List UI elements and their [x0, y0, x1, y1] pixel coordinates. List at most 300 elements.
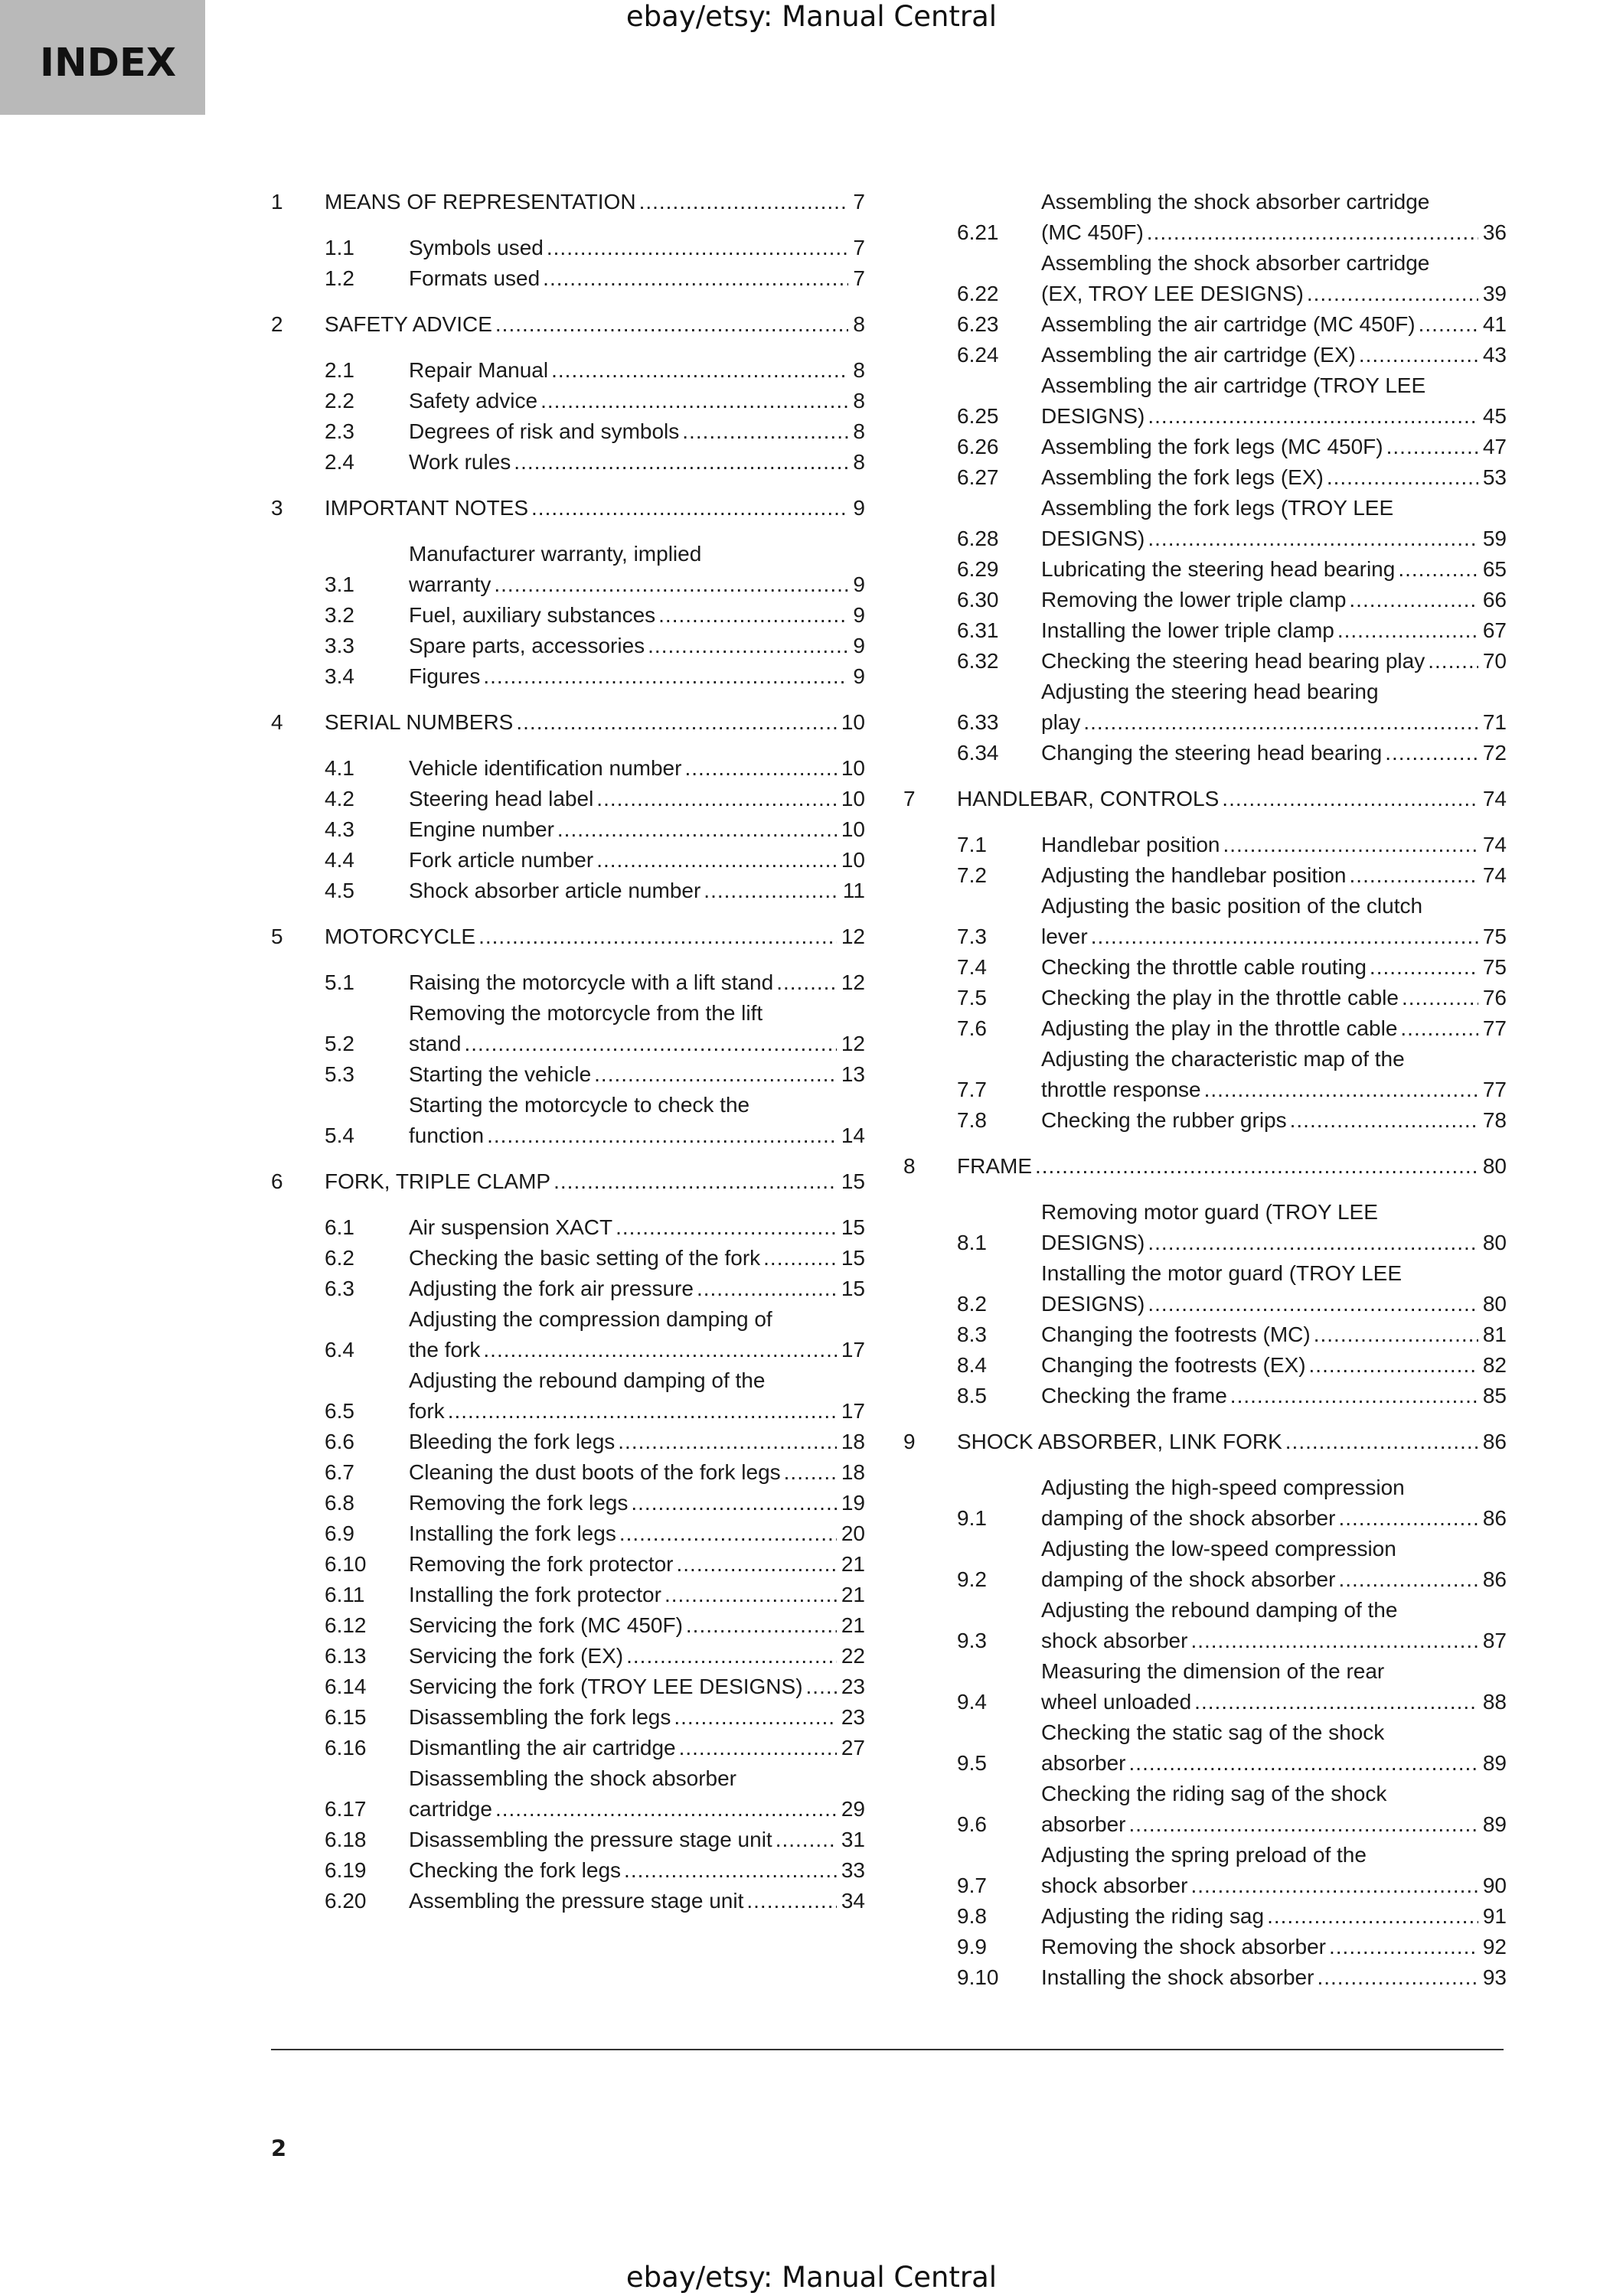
toc-leader-dots: [784, 1457, 837, 1488]
toc-page: 10: [841, 710, 865, 734]
toc-title: [1041, 1932, 1507, 1962]
toc-entry: [271, 416, 865, 447]
toc-body: [409, 1243, 865, 1274]
toc-page: 34: [841, 1889, 865, 1913]
toc-page: 9: [853, 572, 865, 596]
toc-entry: [271, 1763, 865, 1825]
toc-title: [409, 1733, 865, 1763]
toc-body: [409, 1090, 865, 1151]
toc-page: 10: [841, 787, 865, 810]
toc-page: 8: [853, 419, 865, 443]
toc-title-text: Air suspension XACT: [409, 1215, 613, 1239]
toc-number: 9.7: [957, 1874, 987, 1897]
toc-leader-dots: [1091, 921, 1478, 952]
toc-page: 22: [841, 1644, 865, 1668]
toc-title-line2: stand: [409, 1032, 462, 1055]
toc-title: [1041, 187, 1507, 248]
toc-title-text: Figures: [409, 664, 481, 688]
toc-leader-dots: [1350, 860, 1478, 891]
toc-page: 8: [853, 358, 865, 382]
toc-title-line2: absorber: [1041, 1751, 1126, 1775]
toc-entry: [271, 1549, 865, 1580]
toc-page: 15: [841, 1246, 865, 1270]
toc-title: [409, 631, 865, 661]
toc-title: [409, 1090, 865, 1151]
toc-title-line2-row: [409, 1120, 865, 1151]
toc-leader-dots: [1307, 279, 1478, 309]
toc-page: 91: [1482, 1904, 1507, 1928]
toc-entry: [271, 1671, 865, 1702]
toc-title-line2-row: [1041, 921, 1507, 952]
toc-body: [1041, 1013, 1507, 1044]
toc-number: 6.11: [325, 1583, 365, 1606]
toc-title-line2: DESIGNS): [1041, 527, 1145, 550]
toc-body: [1041, 248, 1507, 309]
toc-section: [271, 309, 865, 340]
toc-leader-dots: [1402, 983, 1478, 1013]
toc-body: [1041, 432, 1507, 462]
toc-number: 1.2: [325, 266, 354, 290]
toc-body: [409, 1825, 865, 1855]
toc-title: [409, 1702, 865, 1733]
toc-leader-dots: [596, 845, 837, 876]
toc-entry: [903, 1044, 1507, 1105]
toc-page: 21: [841, 1552, 865, 1576]
toc-title-text: Changing the footrests (MC): [1041, 1322, 1311, 1346]
toc-leader-dots: [1337, 615, 1478, 646]
toc-title: [409, 1825, 865, 1855]
toc-body: [1041, 1197, 1507, 1258]
toc-number: 7: [903, 787, 916, 810]
toc-title-line1: Checking the riding sag of the shock: [1041, 1782, 1387, 1805]
toc-entry: [903, 1656, 1507, 1717]
toc-title: [409, 1059, 865, 1090]
toc-leader-dots: [487, 1120, 837, 1151]
toc-title: [409, 600, 865, 631]
toc-number: 9.10: [957, 1965, 999, 1989]
toc-number: 2: [271, 312, 283, 336]
toc-title-text: Steering head label: [409, 787, 594, 810]
toc-number: 6.5: [325, 1399, 354, 1423]
toc-leader-dots: [1370, 952, 1478, 983]
toc-title-line2: absorber: [1041, 1812, 1126, 1836]
toc-page: 78: [1482, 1108, 1507, 1132]
toc-title: [409, 784, 865, 814]
toc-title: [1041, 493, 1507, 554]
toc-title-line1: Removing the motorcycle from the lift: [409, 1001, 763, 1025]
toc-number: 8.1: [957, 1231, 987, 1254]
toc-page: 12: [841, 970, 865, 994]
toc-title-text: Assembling the fork legs (MC 450F): [1041, 435, 1383, 458]
toc-page: 65: [1482, 557, 1507, 581]
toc-entry: [903, 370, 1507, 432]
toc-title-line2-row: [1041, 1870, 1507, 1901]
toc-entry: [271, 1733, 865, 1763]
toc-leader-dots: [616, 1212, 837, 1243]
toc-body: [1041, 1779, 1507, 1840]
toc-body: [1041, 1901, 1507, 1932]
toc-body: [325, 1166, 865, 1197]
toc-title-line1: Adjusting the steering head bearing: [1041, 680, 1379, 703]
toc-title-line1: Manufacturer warranty, implied: [409, 542, 702, 566]
toc-number: 1.1: [325, 236, 354, 259]
toc-leader-dots: [674, 1702, 836, 1733]
toc-entry: [271, 539, 865, 600]
toc-title-line1: Assembling the shock absorber cartridge: [1041, 251, 1430, 275]
toc-title: [1041, 1779, 1507, 1840]
toc-page: 15: [841, 1277, 865, 1300]
toc-page: 80: [1482, 1292, 1507, 1316]
toc-body: [1041, 1595, 1507, 1656]
toc-title-lines: [409, 1304, 865, 1365]
toc-number: 4.3: [325, 817, 354, 841]
toc-leader-dots: [624, 1855, 837, 1886]
toc-title-text: MEANS OF REPRESENTATION: [325, 190, 636, 214]
toc-title: [409, 876, 865, 906]
toc-title-text: Installing the fork legs: [409, 1521, 616, 1545]
toc-leader-dots: [1285, 1427, 1478, 1457]
toc-number: 6.4: [325, 1338, 354, 1362]
toc-entry: [903, 493, 1507, 554]
toc-entry: [271, 1365, 865, 1427]
toc-page: 7: [853, 236, 865, 259]
toc-title: [325, 309, 865, 340]
toc-body: [1041, 187, 1507, 248]
toc-leader-dots: [704, 876, 838, 906]
toc-title: [1041, 1901, 1507, 1932]
toc-body: [1041, 585, 1507, 615]
toc-leader-dots: [483, 661, 848, 692]
toc-title-lines: [409, 1365, 865, 1427]
toc-leader-dots: [1223, 830, 1478, 860]
toc-title-line2: DESIGNS): [1041, 1231, 1145, 1254]
toc-number: 5.2: [325, 1032, 354, 1055]
toc-title-line2: play: [1041, 710, 1081, 734]
toc-leader-dots: [1314, 1319, 1478, 1350]
toc-leader-dots: [1290, 1105, 1478, 1136]
toc-body: [1041, 493, 1507, 554]
toc-leader-dots: [776, 967, 837, 998]
toc-leader-dots: [639, 187, 849, 217]
toc-number: 2.1: [325, 358, 354, 382]
toc-title-text: Engine number: [409, 817, 554, 841]
toc-body: [1041, 554, 1507, 585]
toc-page: 80: [1482, 1154, 1507, 1178]
toc-entry: [903, 1962, 1507, 1993]
toc-title-lines: [1041, 493, 1507, 554]
toc-leader-dots: [1428, 646, 1478, 677]
toc-title-line2: the fork: [409, 1338, 481, 1362]
toc-title-line2: damping of the shock absorber: [1041, 1567, 1336, 1591]
toc-entry: [903, 830, 1507, 860]
toc-page: 23: [841, 1675, 865, 1698]
toc-title: [1041, 462, 1507, 493]
toc-body: [409, 876, 865, 906]
toc-page: 76: [1482, 986, 1507, 1009]
toc-title-text: Degrees of risk and symbols: [409, 419, 680, 443]
toc-entry: [271, 1090, 865, 1151]
toc-number: 4.2: [325, 787, 354, 810]
toc-entry: [271, 1641, 865, 1671]
toc-title: [409, 1212, 865, 1243]
toc-number: 6.13: [325, 1644, 367, 1668]
toc-body: [409, 1274, 865, 1304]
toc-title-line1: Adjusting the compression damping of: [409, 1307, 772, 1331]
toc-title-text: Assembling the air cartridge (MC 450F): [1041, 312, 1416, 336]
toc-number: 5.4: [325, 1124, 354, 1147]
toc-number: 6.21: [957, 220, 999, 244]
toc-entry: [271, 1886, 865, 1916]
toc-entry: [271, 1702, 865, 1733]
toc-leader-dots: [697, 1274, 837, 1304]
toc-number: 6.15: [325, 1705, 367, 1729]
toc-title-text: Changing the steering head bearing: [1041, 741, 1383, 765]
toc-leader-dots: [806, 1671, 837, 1702]
toc-number: 3: [271, 496, 283, 520]
toc-page: 7: [853, 266, 865, 290]
toc-title-line2: shock absorber: [1041, 1629, 1188, 1652]
toc-page: 86: [1482, 1506, 1507, 1530]
toc-number: 7.8: [957, 1108, 987, 1132]
toc-title: [1041, 1656, 1507, 1717]
toc-entry: [903, 462, 1507, 493]
toc-title: [409, 539, 865, 600]
toc-title-text: Starting the vehicle: [409, 1062, 592, 1086]
toc-title-line2: DESIGNS): [1041, 404, 1145, 428]
toc-title-line2-row: [1041, 401, 1507, 432]
toc-entry: [271, 1212, 865, 1243]
toc-title: [409, 1580, 865, 1610]
toc-number: 6.16: [325, 1736, 367, 1760]
page-number: 2: [271, 2135, 287, 2161]
toc-number: 6.31: [957, 618, 999, 642]
toc-section: [271, 921, 865, 952]
toc-entry: [903, 1197, 1507, 1258]
toc-page: 82: [1482, 1353, 1507, 1377]
toc-title: [409, 845, 865, 876]
toc-title-text: Installing the shock absorber: [1041, 1965, 1314, 1989]
toc-title: [409, 1365, 865, 1427]
toc-body: [409, 263, 865, 294]
toc-entry: [271, 355, 865, 386]
toc-number: 1: [271, 190, 283, 214]
toc-section: [903, 784, 1507, 814]
toc-title-line2-row: [1041, 1809, 1507, 1840]
toc-title: [1041, 1473, 1507, 1534]
toc-body: [1041, 891, 1507, 952]
toc-page: 74: [1482, 787, 1507, 810]
toc-entry: [903, 1901, 1507, 1932]
toc-body: [409, 1488, 865, 1518]
toc-title-line2: function: [409, 1124, 485, 1147]
toc-page: 9: [853, 603, 865, 627]
toc-title: [409, 233, 865, 263]
toc-page: 23: [841, 1705, 865, 1729]
toc-number: 6.17: [325, 1797, 367, 1821]
toc-body: [1041, 370, 1507, 432]
toc-title: [1041, 1381, 1507, 1411]
toc-entry: [271, 1580, 865, 1610]
toc-entry: [903, 554, 1507, 585]
toc-entry: [271, 876, 865, 906]
toc-title-text: Checking the play in the throttle cable: [1041, 986, 1399, 1009]
toc-title: [409, 661, 865, 692]
toc-title-lines: [409, 539, 865, 600]
toc-page: 7: [853, 190, 865, 214]
toc-title-line2-row: [409, 569, 865, 600]
toc-title-text: Assembling the pressure stage unit: [409, 1889, 744, 1913]
toc-title-text: FRAME: [957, 1154, 1032, 1178]
toc-page: 74: [1482, 863, 1507, 887]
toc-title-line2-row: [1041, 1228, 1507, 1258]
toc-title-line2-row: [1041, 523, 1507, 554]
toc-entry: [903, 1932, 1507, 1962]
toc-section: [271, 707, 865, 738]
toc-title-text: Servicing the fork (EX): [409, 1644, 624, 1668]
toc-leader-dots: [478, 921, 837, 952]
toc-number: 6.12: [325, 1613, 367, 1637]
toc-page: 18: [841, 1430, 865, 1453]
toc-number: 9.3: [957, 1629, 987, 1652]
toc-title-text: Checking the rubber grips: [1041, 1108, 1287, 1132]
toc-number: 3.1: [325, 572, 354, 596]
toc-leader-dots: [658, 600, 848, 631]
toc-title: [1041, 830, 1507, 860]
toc-leader-dots: [1338, 1503, 1478, 1534]
toc-number: 9.2: [957, 1567, 987, 1591]
toc-entry: [903, 677, 1507, 738]
toc-leader-dots: [596, 784, 837, 814]
toc-number: 7.6: [957, 1016, 987, 1040]
toc-title-line2-row: [1041, 279, 1507, 309]
toc-body: [1041, 1319, 1507, 1350]
toc-page: 43: [1482, 343, 1507, 367]
toc-leader-dots: [684, 753, 836, 784]
toc-title-line2: cartridge: [409, 1797, 492, 1821]
toc-entry: [271, 845, 865, 876]
toc-title-text: Servicing the fork (TROY LEE DESIGNS): [409, 1675, 803, 1698]
toc-body: [325, 309, 865, 340]
toc-leader-dots: [551, 355, 848, 386]
toc-number: 4.5: [325, 879, 354, 902]
toc-leader-dots: [1419, 309, 1478, 340]
toc-number: 6.27: [957, 465, 999, 489]
toc-page: 21: [841, 1613, 865, 1637]
toc-leader-dots: [465, 1029, 837, 1059]
toc-number: 7.4: [957, 955, 987, 979]
toc-number: 6.29: [957, 557, 999, 581]
toc-body: [1041, 646, 1507, 677]
toc-body: [1041, 1044, 1507, 1105]
toc-title-lines: [409, 1763, 865, 1825]
header-watermark: ebay/etsy: Manual Central: [625, 0, 998, 33]
toc-entry: [271, 661, 865, 692]
toc-title-text: Disassembling the pressure stage unit: [409, 1828, 772, 1851]
toc-page: 74: [1482, 833, 1507, 856]
toc-body: [957, 1151, 1507, 1182]
toc-title-line2: shock absorber: [1041, 1874, 1188, 1897]
toc-page: 18: [841, 1460, 865, 1484]
toc-page: 27: [841, 1736, 865, 1760]
toc-number: 6.28: [957, 527, 999, 550]
toc-page: 72: [1482, 741, 1507, 765]
toc-page: 19: [841, 1491, 865, 1515]
toc-page: 12: [841, 925, 865, 948]
toc-number: 6.25: [957, 404, 999, 428]
toc-number: 9.6: [957, 1812, 987, 1836]
toc-entry: [903, 1717, 1507, 1779]
toc-title-line1: Adjusting the basic position of the clutch: [1041, 894, 1423, 918]
toc-body: [325, 921, 865, 952]
toc-leader-dots: [547, 233, 849, 263]
toc-title: [1041, 248, 1507, 309]
toc-page: 10: [841, 848, 865, 872]
toc-leader-dots: [1386, 432, 1478, 462]
toc-title-line2-row: [1041, 217, 1507, 248]
toc-title: [1041, 1534, 1507, 1595]
toc-leader-dots: [1327, 462, 1478, 493]
toc-entry: [271, 967, 865, 998]
toc-number: 3.2: [325, 603, 354, 627]
toc-entry: [903, 646, 1507, 677]
toc-title-line2: fork: [409, 1399, 445, 1423]
toc-title-text: SAFETY ADVICE: [325, 312, 492, 336]
toc-title: [409, 1243, 865, 1274]
toc-title-text: Vehicle identification number: [409, 756, 682, 780]
toc-title-text: Checking the basic setting of the fork: [409, 1246, 761, 1270]
toc-title: [1041, 554, 1507, 585]
toc-title: [409, 1610, 865, 1641]
toc-body: [409, 814, 865, 845]
toc-title: [1041, 1962, 1507, 1993]
toc-entry: [271, 631, 865, 661]
toc-title-text: Handlebar position: [1041, 833, 1220, 856]
toc-leader-dots: [495, 309, 849, 340]
toc-number: 6.22: [957, 282, 999, 305]
toc-title-lines: [1041, 1044, 1507, 1105]
toc-title-lines: [1041, 677, 1507, 738]
toc-body: [409, 600, 865, 631]
toc-number: 8.4: [957, 1353, 987, 1377]
toc-leader-dots: [1148, 523, 1478, 554]
toc-title-text: Adjusting the riding sag: [1041, 1904, 1265, 1928]
toc-title: [409, 1855, 865, 1886]
toc-title-text: FORK, TRIPLE CLAMP: [325, 1169, 551, 1193]
toc-entry: [271, 233, 865, 263]
toc-number: 5: [271, 925, 283, 948]
toc-title-line2-row: [409, 1794, 865, 1825]
toc-leader-dots: [686, 1610, 837, 1641]
toc-body: [409, 1059, 865, 1090]
toc-title-line2-row: [1041, 1075, 1507, 1105]
toc-entry: [271, 447, 865, 478]
toc-body: [1041, 738, 1507, 768]
toc-body: [1041, 1105, 1507, 1136]
footer-watermark: ebay/etsy: Manual Central: [625, 2261, 998, 2294]
toc-leader-dots: [1329, 1932, 1478, 1962]
toc-body: [1041, 309, 1507, 340]
toc-section: [271, 1166, 865, 1197]
toc-title-line2: damping of the shock absorber: [1041, 1506, 1336, 1530]
toc-body: [325, 187, 865, 217]
toc-title-text: Formats used: [409, 266, 540, 290]
toc-title-text: Checking the throttle cable routing: [1041, 955, 1367, 979]
toc-page: 45: [1482, 404, 1507, 428]
toc-title: [409, 998, 865, 1059]
toc-page: 70: [1482, 649, 1507, 673]
toc-leader-dots: [626, 1641, 837, 1671]
toc-body: [1041, 1473, 1507, 1534]
